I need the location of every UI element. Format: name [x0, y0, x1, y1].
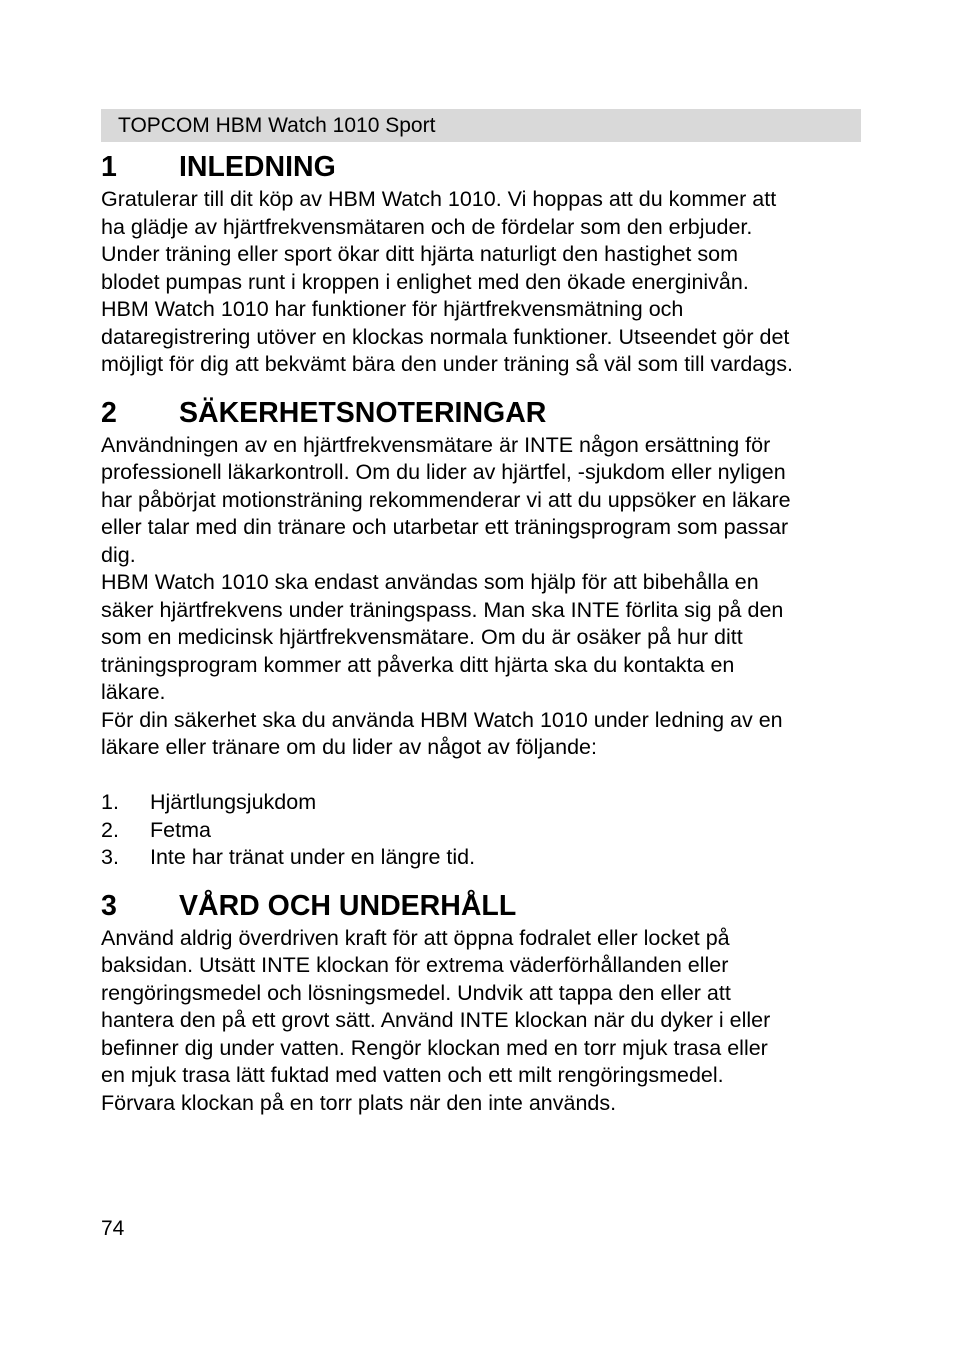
numbered-list [101, 789, 871, 872]
page-number: 74 [101, 1217, 125, 1240]
section-title: INLEDNING [179, 151, 336, 183]
text-line: professionell läkarkontroll. Om du lider av hjärtfel, -sjukdom eller nyligen [101, 460, 786, 484]
text-line: Förvara klockan på en torr plats när den inte används. [101, 1090, 617, 1115]
section-text [101, 925, 871, 1118]
section-title: VÅRD OCH UNDERHÅLL [179, 889, 517, 922]
list-item [101, 844, 871, 872]
text-line: befinner dig under vatten. Rengör klockan med en torr mjuk trasa eller [101, 1035, 768, 1060]
section-sakerhetsnoteringar [101, 394, 871, 872]
text-line: Gratulerar till dit köp av HBM Watch 1010. Vi hoppas att du kommer att [101, 187, 777, 211]
text-line: baksidan. Utsätt INTE klockan för extrema väderförhållanden eller [101, 953, 729, 977]
text-line: Under träning eller sport ökar ditt hjärta naturligt den hastighet som [101, 242, 738, 266]
text-line: hantera den på ett grovt sätt. Använd INTE klockan när du dyker i eller [101, 1008, 771, 1032]
text-line: läkare. [101, 680, 166, 704]
list-item [101, 789, 871, 817]
text-line: eller talar med din tränare och utarbetar ett träningsprogram som passar [101, 515, 789, 539]
text-line: säker hjärtfrekvens under träningspass. Man ska INTE förlita sig på den [101, 597, 784, 622]
list-text: Hjärtlungsjukdom [150, 790, 317, 814]
section-heading [101, 887, 871, 925]
list-number: 1. [101, 790, 119, 814]
text-line: rengöringsmedel och lösningsmedel. Undvik att tappa den eller att [101, 980, 731, 1005]
text-line: dig. [101, 542, 136, 567]
section-inledning [101, 148, 871, 379]
text-line: läkare eller tränare om du lider av något av följande: [101, 735, 597, 759]
text-line: ha glädje av hjärtfrekvensmätaren och de fördelar som den erbjuder. [101, 214, 753, 239]
section-text [101, 432, 871, 872]
text-line: För din säkerhet ska du använda HBM Watch 1010 under ledning av en [101, 707, 783, 732]
text-line: Användningen av en hjärtfrekvensmätare är INTE någon ersättning för [101, 432, 771, 457]
section-heading [101, 394, 871, 432]
text-line: möjligt för dig att bekvämt bära den under träning så väl som till vardags. [101, 352, 793, 376]
text-line: en mjuk trasa lätt fuktad med vatten och ett milt rengöringsmedel. [101, 1063, 724, 1087]
text-line: Använd aldrig överdriven kraft för att öppna fodralet eller locket på [101, 925, 730, 950]
text-line: dataregistrering utöver en klockas normala funktioner. Utseendet gör det [101, 324, 790, 349]
list-number: 3. [101, 845, 119, 869]
document-body [101, 148, 871, 1117]
section-number: 3 [101, 889, 117, 922]
text-line: HBM Watch 1010 har funktioner för hjärtfrekvensmätning och [101, 297, 684, 321]
section-vard-och-underhall [101, 887, 871, 1118]
text-line: HBM Watch 1010 ska endast användas som hjälp för att bibehålla en [101, 570, 759, 594]
section-heading [101, 148, 871, 186]
text-line: blodet pumpas runt i kroppen i enlighet med den ökade energinivån. [101, 269, 749, 294]
text-line: har påbörjat motionsträning rekommenderar vi att du uppsöker en läkare [101, 487, 791, 512]
document-header: TOPCOM HBM Watch 1010 Sport [101, 109, 861, 142]
list-number: 2. [101, 817, 119, 842]
list-text: Inte har tränat under en längre tid. [150, 845, 476, 869]
list-text: Fetma [150, 817, 211, 842]
list-item [101, 817, 871, 845]
text-line: som en medicinsk hjärtfrekvensmätare. Om du är osäker på hur ditt [101, 625, 743, 649]
text-line: träningsprogram kommer att påverka ditt hjärta ska du kontakta en [101, 652, 735, 677]
section-title: SÄKERHETSNOTERINGAR [179, 396, 547, 429]
section-number: 1 [101, 151, 117, 183]
section-number: 2 [101, 396, 117, 429]
section-text [101, 186, 871, 379]
